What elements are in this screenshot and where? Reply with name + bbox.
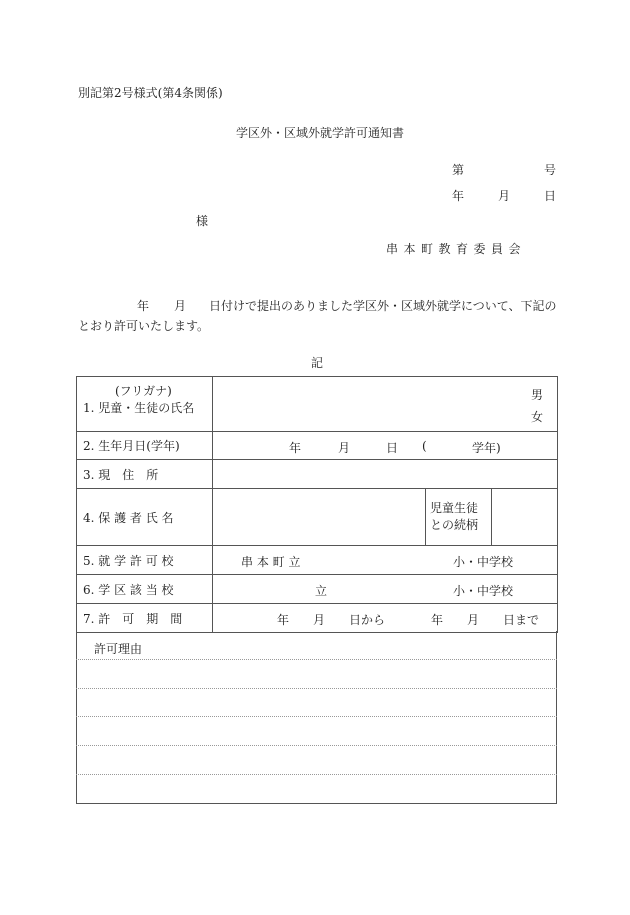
date-year: 年 [452,189,465,203]
body-year: 年 [137,299,150,313]
reason-line [76,688,557,689]
period-year2: 年 [431,613,444,627]
district-ritsu: 立 [315,584,328,598]
permitted-school-type: 小・中学校 [453,555,514,569]
row-guardian [77,489,558,546]
reason-line [76,774,557,775]
period-from: 日から [349,613,386,627]
reason-label: 許可理由 [94,642,143,656]
reason-line [76,716,557,717]
period-year1: 年 [277,613,290,627]
guardian-name-field[interactable] [213,489,426,546]
birth-year: 年 [289,441,302,455]
permitted-school-label: 5. 就 学 許 可 校 [77,546,213,575]
doc-no-prefix: 第 [452,163,465,177]
doc-no-suffix: 号 [544,163,557,177]
grade-label: 学年) [472,441,501,455]
relation-field[interactable] [492,489,558,546]
reason-box[interactable] [76,631,557,804]
period-label: 7. 許 可 期 間 [77,604,213,633]
birth-month: 月 [338,441,351,455]
reason-line [76,745,557,746]
body-line2: とおり許可いたします。 [78,319,210,333]
address-label: 3. 現 住 所 [77,460,213,489]
row-address [77,460,558,489]
body-line1: 日付けで提出のありました学区外・区域外就学について、下記の [209,299,557,313]
period-month1: 月 [313,613,326,627]
guardian-label: 4. 保 護 者 氏 名 [77,489,213,546]
relation-label-line2: との続柄 [430,518,479,532]
grade-open-paren: ( [422,439,427,453]
ki-heading: 記 [311,356,324,370]
date-month: 月 [498,189,511,203]
furigana-label: (フリガナ) [115,384,172,398]
permitted-school-field[interactable] [213,546,558,575]
row-period [77,604,558,633]
birthdate-label: 2. 生年月日(学年) [77,432,213,460]
reason-line [76,659,557,660]
relation-label-line1: 児童生徒 [430,501,479,515]
info-table [76,376,558,633]
date-day: 日 [544,189,557,203]
issuer-name: 串本町教育委員会 [386,242,527,256]
district-school-label: 6. 学 区 該 当 校 [77,575,213,604]
form-number: 別記第2号様式(第4条関係) [78,86,223,100]
female-option[interactable]: 女 [531,410,544,424]
row-permitted-school [77,546,558,575]
address-field[interactable] [213,460,558,489]
student-name-label: 1. 児童・生徒の氏名 [83,401,195,415]
row-student-name [77,377,558,432]
body-month: 月 [174,299,187,313]
row-district-school [77,575,558,604]
row-birthdate [77,432,558,460]
district-school-field[interactable] [213,575,558,604]
district-school-type: 小・中学校 [453,584,514,598]
male-option[interactable]: 男 [531,388,544,402]
birthdate-field[interactable] [213,432,558,460]
relation-label [426,489,492,546]
birth-day: 日 [386,441,399,455]
addressee-suffix: 様 [196,214,209,228]
period-field[interactable] [213,604,558,633]
document-title: 学区外・区域外就学許可通知書 [236,126,405,140]
student-name-field[interactable] [213,377,558,432]
permitted-town: 串 本 町 立 [241,555,301,569]
period-until: 日まで [503,613,540,627]
period-month2: 月 [467,613,480,627]
